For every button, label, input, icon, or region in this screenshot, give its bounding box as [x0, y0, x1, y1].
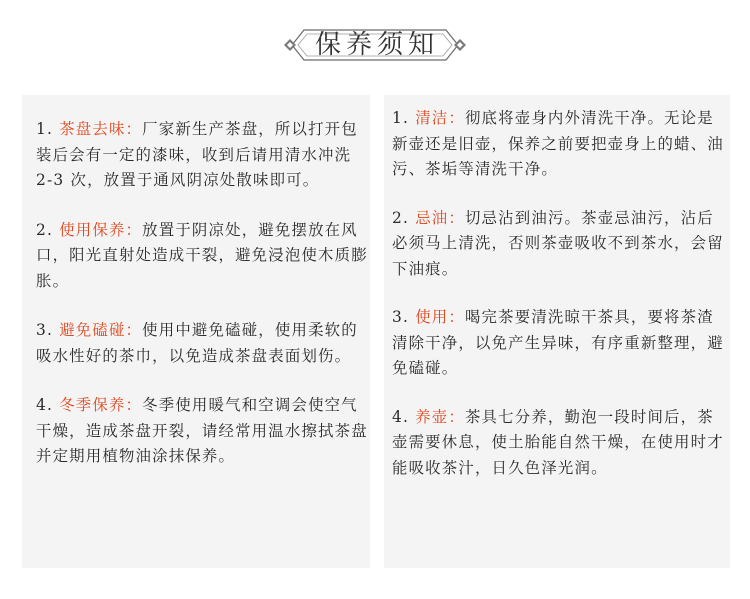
tea-tray-care-panel	[22, 95, 370, 568]
teapot-care-panel	[384, 95, 730, 568]
item-label: 清洁：	[415, 109, 465, 127]
item-label: 养壶：	[415, 407, 465, 426]
item-text: 放置于阴凉处，避免摆放在风口，阳光直射处造成干裂，避免浸泡使木质膨胀。	[36, 220, 368, 290]
title-banner	[282, 25, 468, 65]
list-item: 3. 使用：喝完茶要清洗晾干茶具，要将茶渣清除干净，以免产生异味，有序重新整理，避免磕碰。	[392, 308, 724, 377]
item-text: 彻底将壶身内外清洗干净。无论是新壶还是旧壶，保养之前要把壶身上的蜡、油污、茶垢等清洗干净。	[392, 109, 724, 178]
item-text: 冬季使用暖气和空调会使空气干燥，造成茶盘开裂，请经常用温水擦拭茶盘并定期用植物油涂抹保养。	[36, 396, 368, 465]
page-title: 保养须知	[314, 30, 439, 60]
list-item: 2. 忌油：切忌沾到油污。茶壶忌油污，沾后必须马上清洗，否则茶壶吸收不到茶水，会留下油痕。	[392, 208, 724, 278]
item-text: 喝完茶要清洗晾干茶具，要将茶渣清除干净，以免产生异味，有序重新整理，避免磕碰。	[392, 308, 724, 377]
item-label: 茶盘去味：	[59, 120, 143, 138]
item-text: 厂家新生产茶盘，所以打开包装后会有一定的漆味，收到后请用清水冲洗 2-3 次，放置于通风阴凉处散味即可。	[36, 120, 358, 189]
list-item: 2. 使用保养：放置于阴凉处，避免摆放在风口，阳光直射处造成干裂，避免浸泡使木质膨胀。	[36, 220, 368, 290]
item-label: 使用：	[415, 308, 465, 326]
item-text: 使用中避免磕碰，使用柔软的吸水性好的茶巾，以免造成茶盘表面划伤。	[36, 321, 358, 365]
header	[0, 0, 750, 80]
item-label: 冬季保养：	[59, 396, 143, 414]
list-item: 4. 冬季保养：冬季使用暖气和空调会使空气干燥，造成茶盘开裂，请经常用温水擦拭茶盘并定期用植物油涂抹保养。	[36, 396, 368, 465]
item-label: 使用保养：	[59, 220, 143, 239]
item-label: 忌油：	[415, 208, 465, 227]
item-text: 切忌沾到油污。茶壶忌油污，沾后必须马上清洗，否则茶壶吸收不到茶水，会留下油痕。	[392, 208, 724, 278]
list-item: 1. 清洁：彻底将壶身内外清洗干净。无论是新壶还是旧壶，保养之前要把壶身上的蜡、油污、茶垢等清洗干净。	[392, 109, 724, 178]
list-item: 1. 茶盘去味：厂家新生产茶盘，所以打开包装后会有一定的漆味，收到后请用清水冲洗 2-3 次，放置于通风阴凉处散味即可。	[36, 120, 358, 189]
item-text: 茶具七分养，勤泡一段时间后，茶壶需要休息，使土胎能自然干燥，在使用时才能吸收茶汁，日久色泽光润。	[392, 407, 724, 477]
list-item: 4. 养壶：茶具七分养，勤泡一段时间后，茶壶需要休息，使土胎能自然干燥，在使用时才能吸收茶汁，日久色泽光润。	[392, 407, 724, 477]
list-item: 3. 避免磕碰：使用中避免磕碰，使用柔软的吸水性好的茶巾，以免造成茶盘表面划伤。	[36, 321, 358, 365]
item-label: 避免磕碰：	[59, 321, 143, 339]
